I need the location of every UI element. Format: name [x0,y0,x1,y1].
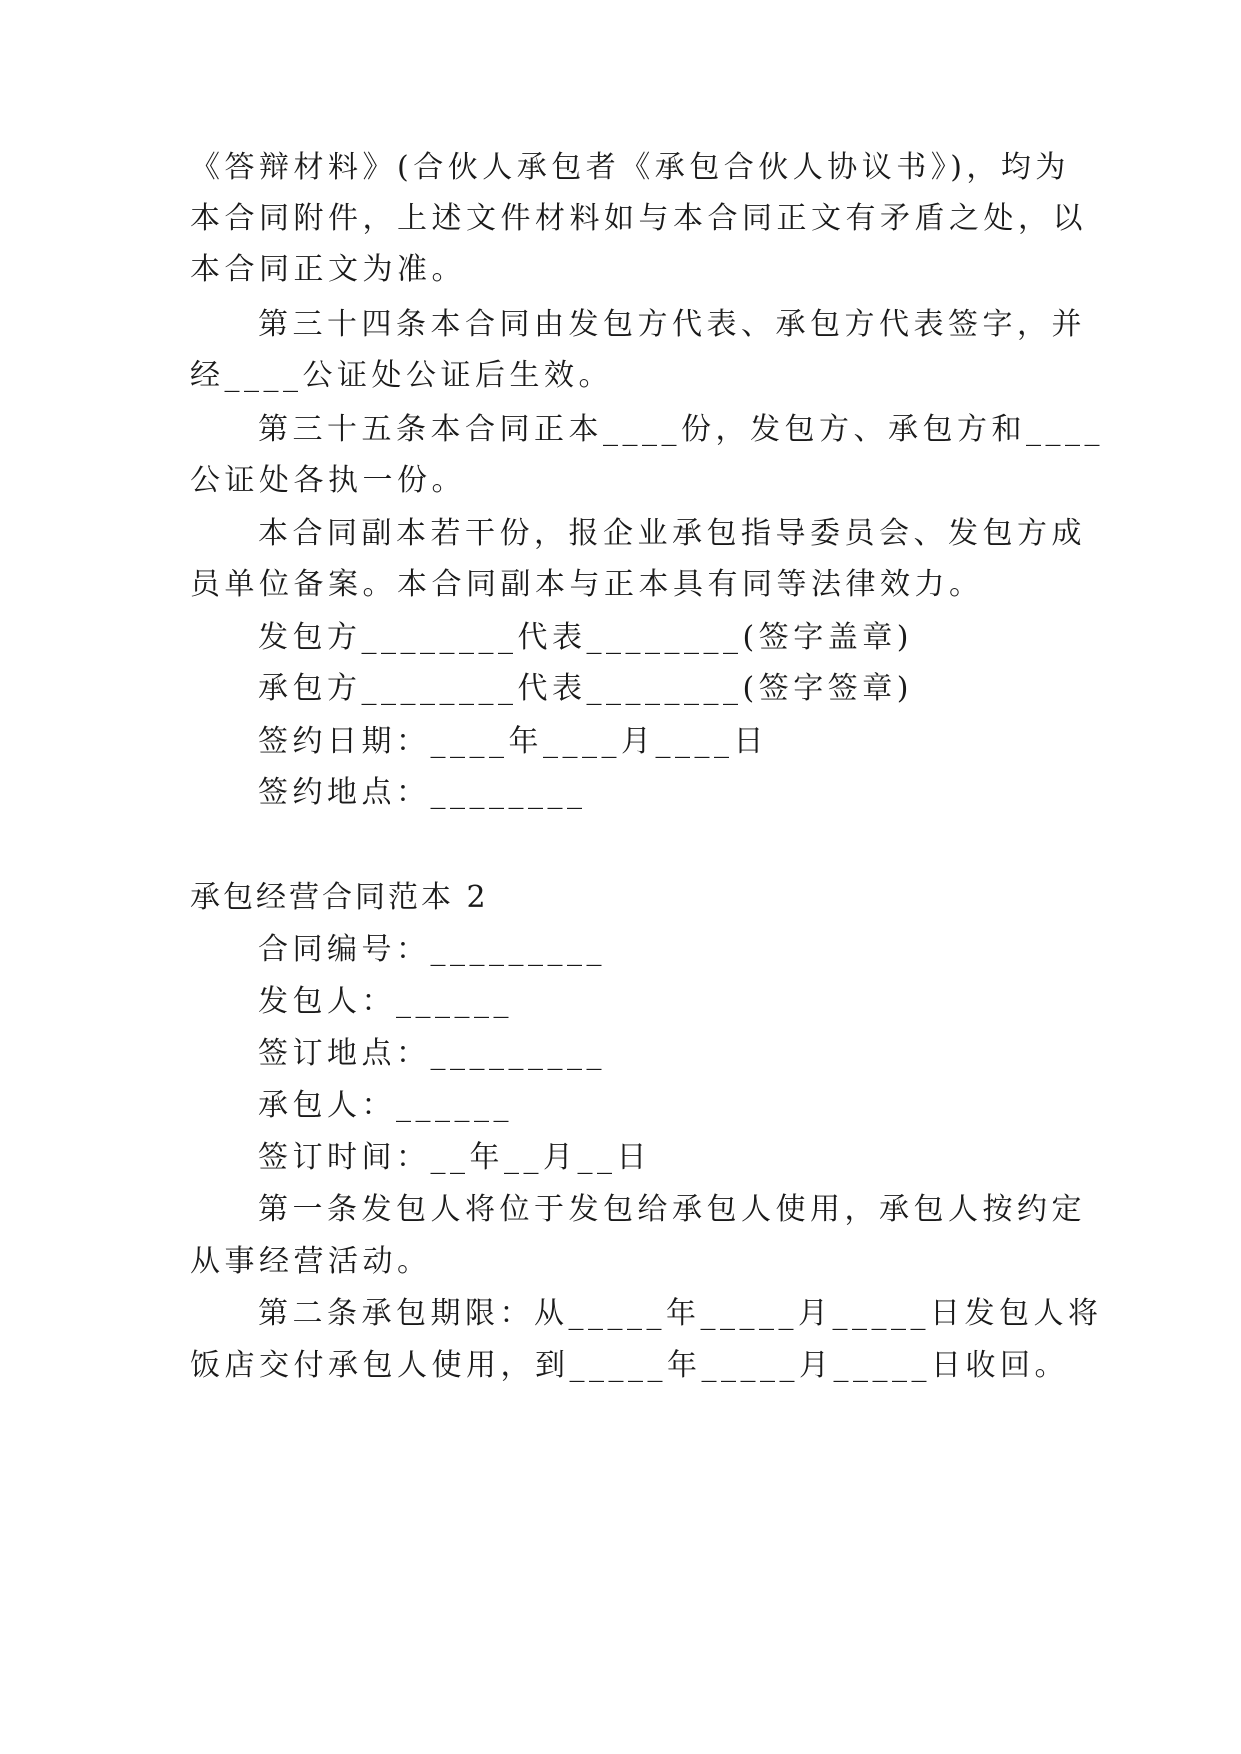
signing-date-line: 签约日期：____年____月____日 [258,724,768,759]
text-line: 本合同副本若干份，报企业承包指导委员会、发包方成 [258,516,1086,551]
signing-place-line: 签约地点：________ [258,775,587,810]
text-line: 从事经营活动。 [190,1244,432,1279]
signature-line-contractor: 承包方________代表________(签字签章) [258,671,913,706]
signing-place-line: 签订地点：_________ [258,1036,606,1071]
text-line: 饭店交付承包人使用，到_____年_____月_____日收回。 [190,1348,1069,1383]
signature-line-contractor-issuer: 发包方________代表________(签字盖章) [258,620,913,655]
text-line: 经____公证处公证后生效。 [190,358,613,393]
section-heading: 承包经营合同范本 2 [190,880,489,915]
text-line: 第三十四条本合同由发包方代表、承包方代表签字，并 [258,307,1086,342]
text-line: 公证处各执一份。 [190,463,466,498]
text-line: 第一条发包人将位于发包给承包人使用，承包人按约定 [258,1192,1086,1227]
issuer-line: 发包人：______ [258,984,513,1019]
text-line: 《答辩材料》(合伙人承包者《承包合伙人协议书》)，均为 [190,150,1070,185]
text-line: 本合同附件，上述文件材料如与本合同正文有矛盾之处，以 [190,201,1087,236]
signing-time-line: 签订时间：__年__月__日 [258,1140,651,1175]
text-line: 第二条承包期限：从_____年_____月_____日发包人将 [258,1296,1103,1331]
contractor-line: 承包人：______ [258,1088,513,1123]
text-line: 员单位备案。本合同副本与正本具有同等法律效力。 [190,567,984,602]
text-line: 第三十五条本合同正本____份，发包方、承包方和____ [258,412,1104,447]
contract-number-line: 合同编号：_________ [258,932,606,967]
text-line: 本合同正文为准。 [190,252,466,287]
